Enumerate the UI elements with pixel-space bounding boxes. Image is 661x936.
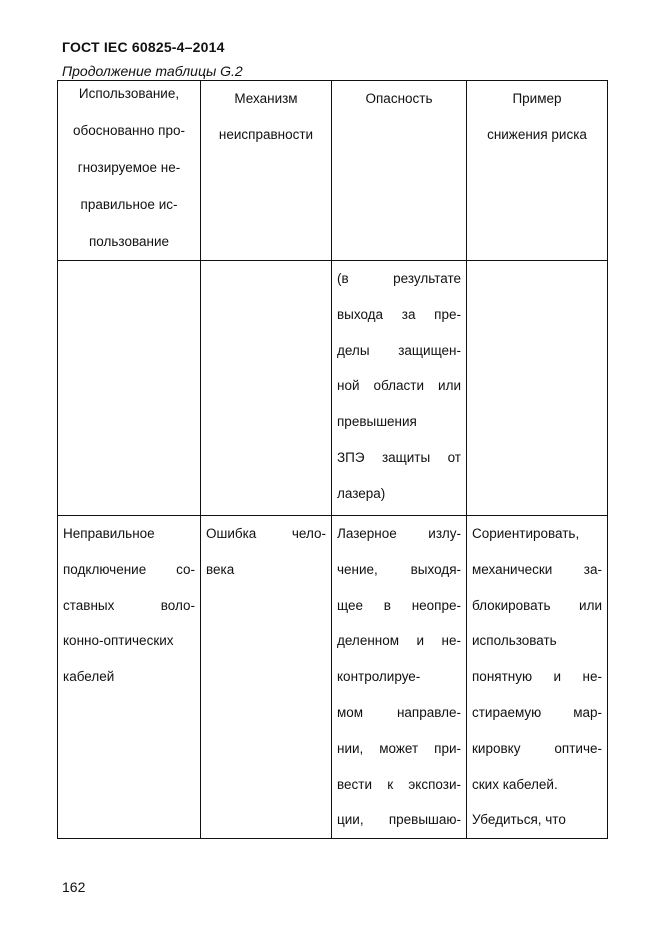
cell-text-line: механически за- [472,561,602,577]
table-row-connection [58,516,608,839]
cell-text-line: конно-оптических [63,633,174,649]
cell-text-line: щее в неопре- [337,597,461,613]
cell-text-line: ских кабелей. [472,776,558,792]
cell-text-line: Пример [512,91,562,106]
cell-text-line: Сориентировать, [472,526,580,541]
cell-text-line: Ошибка чело- [206,526,326,541]
cell-text-line: правильное ис- [80,197,178,212]
cell-text-line: лазера) [337,485,386,501]
cell-text-line: понятную и не- [472,669,602,685]
cell-hazard-continuation [332,261,467,516]
table-header-row [58,81,608,261]
cell-text-line: нии, может при- [337,740,461,756]
cell-mechanism-connection [201,516,332,839]
cell-hazard-connection [332,516,467,839]
cell-text-line: контролируе- [337,669,421,685]
cell-mitigation-connection [467,516,608,839]
cell-text-line: века [206,561,235,577]
cell-text-line: блокировать или [472,597,602,613]
cell-text-line: использовать [472,633,557,649]
hazard-table [57,80,608,839]
cell-text-line: Опасность [365,91,433,106]
header-cell-use [58,81,201,261]
cell-use-empty [58,261,201,516]
page-number: 162 [62,879,86,895]
cell-text-line: Механизм [234,91,298,106]
cell-text-line: ЗПЭ защиты от [337,449,461,465]
header-cell-mechanism [201,81,332,261]
cell-text-line: мом направле- [337,704,461,720]
cell-text-line: ставных воло- [63,597,195,613]
cell-text-line: Неправильное [63,526,155,541]
cell-text-line: ной области или [337,378,461,394]
cell-mechanism-empty [201,261,332,516]
cell-text-line: подключение со- [63,561,195,577]
cell-text-line: пользование [88,234,169,249]
table-row-continuation [58,261,608,516]
cell-text-line: кабелей [63,669,115,685]
cell-text-line: неисправности [218,127,314,142]
cell-text-line: Лазерное излу- [337,526,461,541]
cell-text-line: Убедиться, что [472,812,566,828]
cell-text-line: (в результате [337,271,461,286]
cell-text-line: чение, выходя- [337,561,461,577]
cell-text-line: превышения [337,414,417,430]
document-code: ГОСТ IEC 60825-4–2014 [62,39,225,55]
cell-use-connection [58,516,201,839]
cell-text-line: Использование, [78,86,180,101]
cell-text-line: гнозируемое не- [77,160,181,175]
cell-text-line: ции, превышаю- [337,812,461,828]
cell-text-line: снижения риска [487,127,587,142]
cell-text-line: делы защищен- [337,342,461,358]
cell-text-line: стираемую мар- [472,704,602,720]
cell-text-line: кировку оптиче- [472,740,602,756]
header-cell-hazard [332,81,467,261]
cell-text-line: вести к экспози- [337,776,461,792]
cell-text-line: деленном и не- [337,633,461,649]
cell-text-line: выхода за пре- [337,306,461,322]
table-continuation-caption: Продолжение таблицы G.2 [62,63,243,79]
header-cell-mitigation [467,81,608,261]
cell-mitigation-empty [467,261,608,516]
cell-text-line: обоснованно про- [73,123,185,138]
